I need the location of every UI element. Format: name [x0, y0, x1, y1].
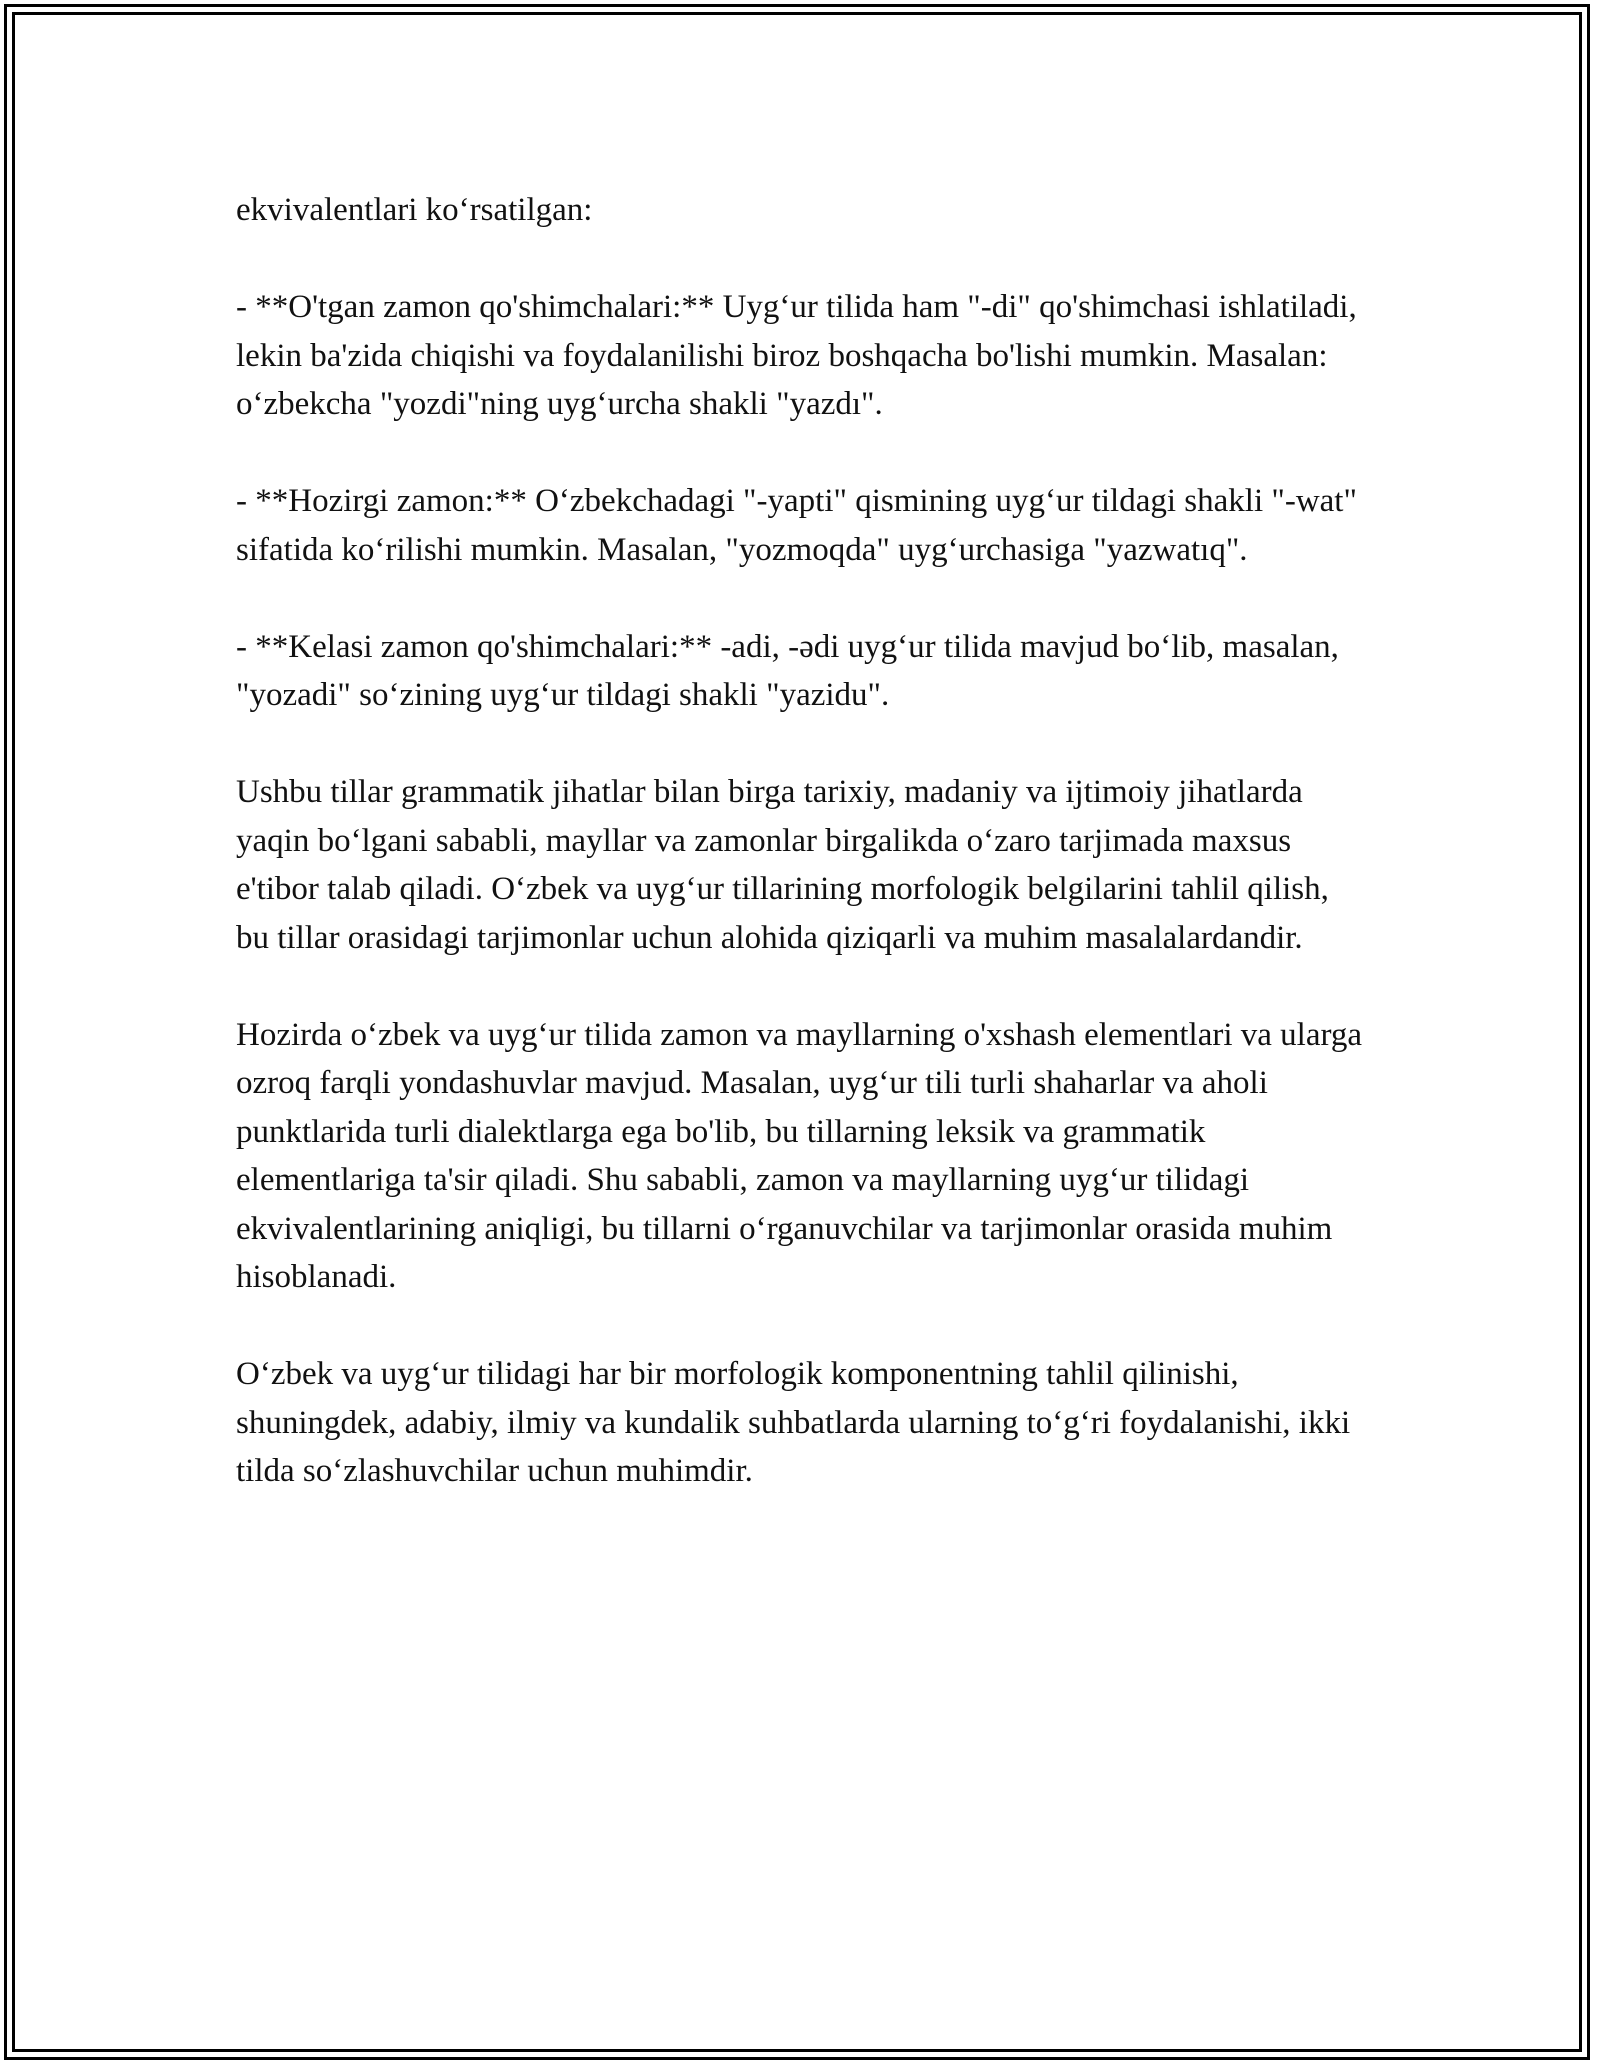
paragraph-intro: ekvivalentlari ko‘rsatilgan:	[236, 192, 593, 228]
document-body	[236, 186, 1366, 1544]
paragraph-dialects: Hozirda o‘zbek va uyg‘ur tilida zamon va mayllarning o'xshash elementlari va ularga ozroq farqli yondashuvlar mavjud. Masalan, uyg‘ur tili turli shaharlar va aholi punktlarida turli dialektlarga ega bo'lib, bu tillarning leksik va grammatik elementlariga ta'sir qiladi. Shu sababli, zamon va mayllarning uyg‘ur tilidagi ekvivalentlarining aniqligi, bu tillarni o‘rganuvchilar va tarjimonlar orasida muhim hisoblanadi.	[236, 1016, 1363, 1295]
paragraph-translation-context: Ushbu tillar grammatik jihatlar bilan birga tarixiy, madaniy va ijtimoiy jihatlarda yaqin bo‘lgani sababli, mayllar va zamonlar birgalikda o‘zaro tarjimada maxsus e'tibor talab qiladi. O‘zbek va uyg‘ur tillarining morfologik belgilarini tahlil qilish, bu tillar orasidagi tarjimonlar uchun alohida qiziqarli va muhim masalalardandir.	[236, 774, 1329, 956]
paragraph-conclusion: O‘zbek va uyg‘ur tilidagi har bir morfologik komponentning tahlil qilinishi, shuningdek, adabiy, ilmiy va kundalik suhbatlarda ularning to‘g‘ri foydalanishi, ikki tilda so‘zlashuvchilar uchun muhimdir.	[236, 1356, 1351, 1489]
paragraph-present-tense: - **Hozirgi zamon:** O‘zbekchadagi "-yapti" qismining uyg‘ur tildagi shakli "-wat" sifatida ko‘rilishi mumkin. Masalan, "yozmoqda" uyg‘urchasiga "yazwatıq".	[236, 483, 1357, 568]
paragraph-past-tense: - **O'tgan zamon qo'shimchalari:** Uyg‘ur tilida ham "-di" qo'shimchasi ishlatiladi, lekin ba'zida chiqishi va foydalanilishi biroz boshqacha bo'lishi mumkin. Masalan: o‘zbekcha "yozdi"ning uyg‘urcha shakli "yazdı".	[236, 289, 1357, 422]
paragraph-future-tense: - **Kelasi zamon qo'shimchalari:** -adi, -ədi uyg‘ur tilida mavjud bo‘lib, masalan, "yozadi" so‘zining uyg‘ur tildagi shakli "yazidu".	[236, 628, 1339, 713]
